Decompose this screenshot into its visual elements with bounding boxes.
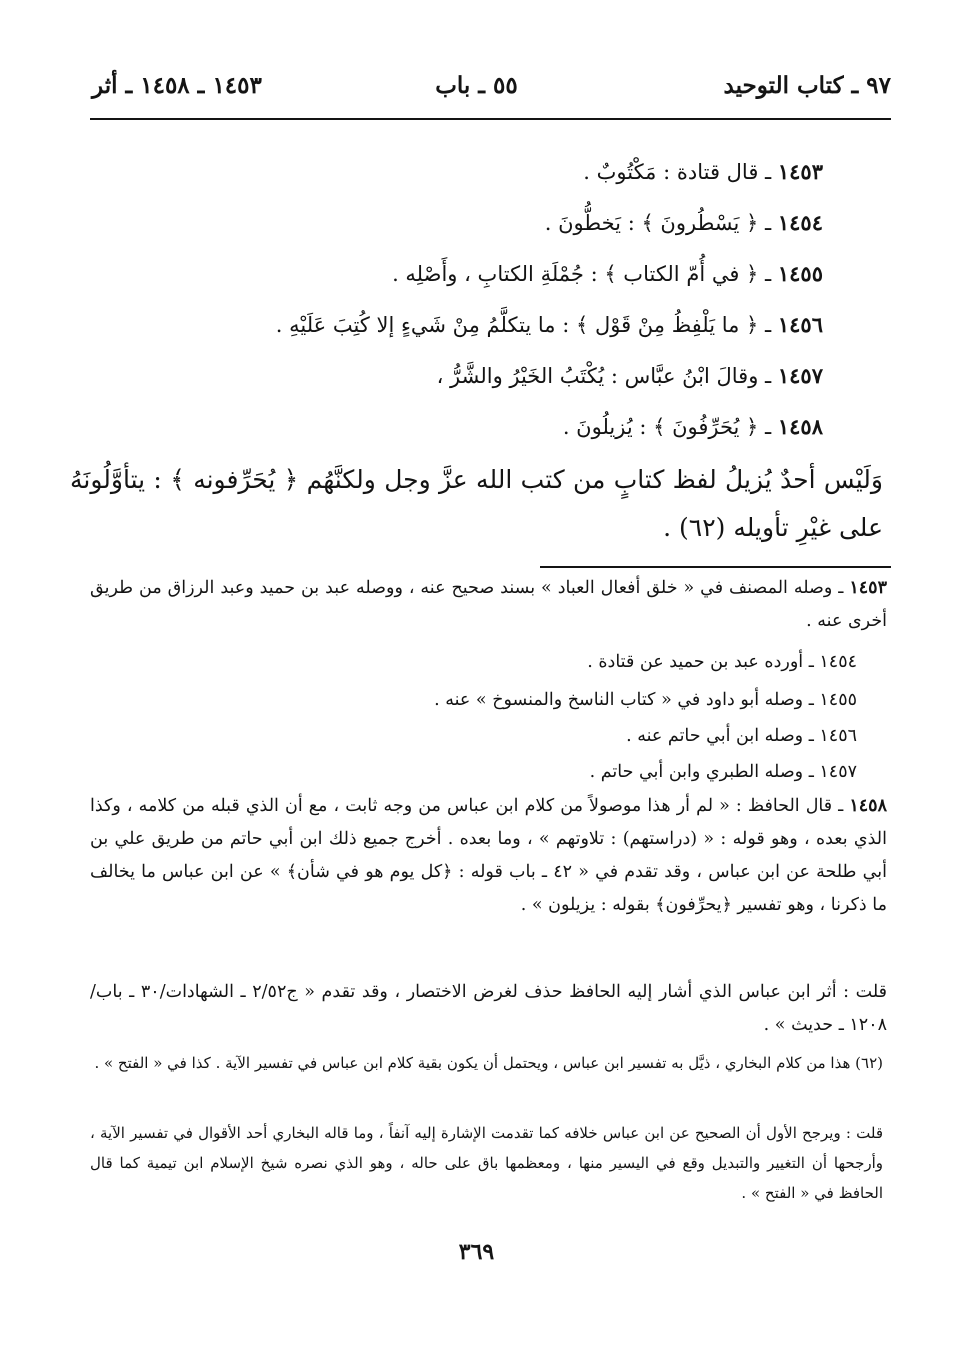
note-1453	[90, 572, 887, 638]
footnote-editor-note: قلت : ويرجح الأول أن الصحيح عن ابن عباس خلافه كما تقدمت الإشارة إليه آنفاً ، وما قاله البخاري أحد الأقوال في تفسير الآية ، وأرجحها أن التغيير والتبديل وقع في اليسير منها ، ومعظمها باق على حاله ، وهو الذي نصره شيخ الإسلام ابن تيمية كما قال الحافظ في « الفتح » .	[90, 1124, 883, 1202]
note-1454: ١٤٥٤ ـ أورده عبد بن حميد عن قتادة .	[587, 652, 857, 672]
running-header-chapter: ٥٥ ـ باب	[435, 72, 518, 99]
commentary-text: وَلَيْس أحدٌ يُزيلُ لفظ كتابٍ من كتب الله عزَّ وجل ولكنَّهُم ﴿ يُحَرِّفونه ﴾ : يتأوَّلُونَهُ على غيْرِ تأويله	[70, 465, 883, 542]
footnote-reference: (٦٢) .	[663, 513, 726, 542]
entry-number: ١٤٥٥	[777, 261, 823, 286]
note-1458	[90, 790, 887, 922]
entry-number: ١٤٥٧	[777, 363, 823, 388]
entry-1456	[150, 305, 823, 345]
header-divider	[90, 118, 891, 120]
note-text: ـ قال الحافظ : « لم أر هذا موصولاً من كلام ابن عباس من وجه ثابت ، مع أن الذي قبله من كلامه ، وكذا الذي بعده ، وهو قوله : « (دراستهم) : تلاوتهم » ، وما بعده . أخرج جميع ذلك ابن أبي حاتم من طريق علي بن أبي طلحة عن ابن عباس ، وقد تقدم في « ٤٢ ـ باب قوله : ﴿كل يوم هو في شأن﴾ » عن ابن عباس ما يخالف ما ذكرنا ، وهو تفسير ﴿يحرِّفون﴾ بقوله : يزيلون » .	[90, 796, 887, 915]
note-number: ١٤٥٨	[849, 796, 887, 816]
page-number: ٣٦٩	[458, 1239, 495, 1265]
running-header-book-title: ٩٧ ـ كتاب التوحيد	[723, 72, 891, 99]
note-1455: ١٤٥٥ ـ وصله أبو داود في « كتاب الناسخ والمنسوخ » عنه .	[434, 690, 857, 710]
entry-number: ١٤٥٦	[777, 312, 823, 337]
entry-text: ـ ﴿ في أُمّ الكتاب ﴾ : جُمْلَةِ الكتابِ ، وأَصْلِه .	[392, 262, 772, 286]
note-text: ـ وصله المصنف في « خلق أفعال العباد » بسند صحيح عنه ، ووصله عبد بن حميد وعبد الرزاق من طريق أخرى عنه .	[90, 578, 887, 631]
footnote-62: (٦٢) هذا من كلام البخاري ، ذيَّل به تفسير ابن عباس ، ويحتمل أن يكون بقية كلام ابن عباس في تفسير الآية . كذا في « الفتح » .	[94, 1054, 883, 1072]
entry-text: ـ ﴿ ما يَلْفِظُ مِنْ قَوْل ﴾ : ما يتكلَّمُ مِنْ شَيءٍ إلا كُتِبَ عَلَيْهِ .	[275, 313, 772, 337]
entry-text: ـ قال قتادة : مَكْتُوبٌ .	[583, 160, 772, 184]
entry-text: ـ وقالَ ابْنُ عبَّاس : يُكْتَبُ الخَيْرُ والشَّرُّ ،	[436, 364, 772, 388]
entry-text: ـ ﴿ يَسْطُرونَ ﴾ : يَخطُّونَ .	[544, 211, 772, 235]
entry-1458	[150, 407, 823, 447]
entry-number: ١٤٥٤	[777, 210, 823, 235]
entry-number: ١٤٥٣	[777, 159, 823, 184]
running-header-range: ١٤٥٣ ـ ١٤٥٨ ـ أثر	[92, 72, 262, 99]
entry-1457	[150, 356, 823, 396]
note-1457: ١٤٥٧ ـ وصله الطبري وابن أبي حاتم .	[589, 762, 857, 782]
entry-1455	[150, 254, 823, 294]
entry-number: ١٤٥٨	[777, 414, 823, 439]
commentary-paragraph	[70, 456, 883, 552]
note-1456: ١٤٥٦ ـ وصله ابن أبي حاتم عنه .	[626, 726, 857, 746]
entry-1454	[150, 203, 823, 243]
editor-note: قلت : أثر ابن عباس الذي أشار إليه الحافظ حذف لغرض الاختصار ، وقد تقدم « ج٢/٥٢ ـ الشهادات/٣٠ ـ باب/ ١٢٠٨ ـ حديث » .	[90, 982, 887, 1035]
entry-text: ـ ﴿ يُحَرِّفُونَ ﴾ : يُزيلُونَ .	[562, 415, 772, 439]
notes-divider	[540, 566, 891, 568]
note-number: ١٤٥٣	[849, 578, 887, 598]
entry-1453	[150, 152, 823, 192]
